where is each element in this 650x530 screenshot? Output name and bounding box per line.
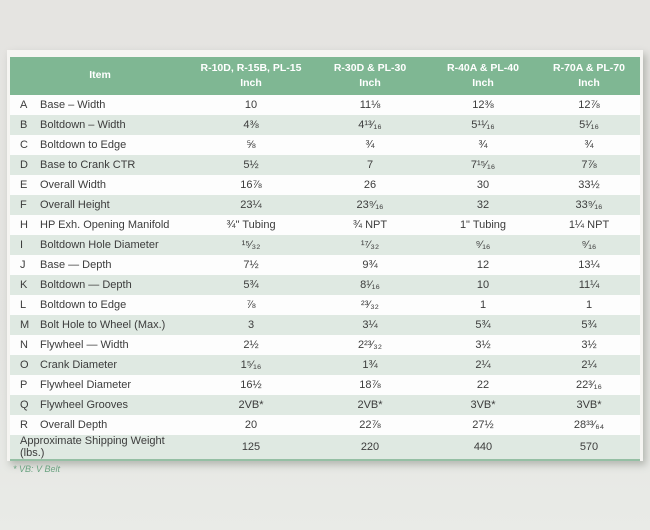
row-item-label: Overall Depth bbox=[40, 415, 190, 435]
cell-value: 13¼ bbox=[538, 255, 640, 275]
cell-value: 7¹⁵⁄₁₆ bbox=[428, 155, 538, 175]
cell-value: 23⁹⁄₁₆ bbox=[312, 195, 428, 215]
cell-value: 18⅞ bbox=[312, 375, 428, 395]
cell-value: 5¹¹⁄₁₆ bbox=[428, 115, 538, 135]
row-letter: N bbox=[10, 335, 40, 355]
row-item-label: Boltdown Hole Diameter bbox=[40, 235, 190, 255]
table-row bbox=[10, 335, 640, 355]
row-item-label: Flywheel — Width bbox=[40, 335, 190, 355]
row-item-label: Base to Crank CTR bbox=[40, 155, 190, 175]
item-header-label: Item bbox=[89, 69, 111, 82]
cell-value: 7⅞ bbox=[538, 155, 640, 175]
table-row bbox=[10, 195, 640, 215]
footnote: * VB: V Belt bbox=[13, 464, 61, 474]
cell-value: 3¼ bbox=[312, 315, 428, 335]
row-item-label: Base – Width bbox=[40, 95, 190, 115]
row-item-label: Bolt Hole to Wheel (Max.) bbox=[40, 315, 190, 335]
cell-value: 4⅜ bbox=[190, 115, 312, 135]
unit-label: Inch bbox=[240, 77, 262, 89]
cell-value: 16⅞ bbox=[190, 175, 312, 195]
cell-value: 12⅞ bbox=[538, 95, 640, 115]
header-row bbox=[10, 57, 640, 95]
cell-value: 12 bbox=[428, 255, 538, 275]
cell-value: 27½ bbox=[428, 415, 538, 435]
cell-value: ⁹⁄₁₆ bbox=[538, 235, 640, 255]
cell-value: 16½ bbox=[190, 375, 312, 395]
cell-value: 1 bbox=[428, 295, 538, 315]
spec-table bbox=[10, 57, 640, 461]
cell-value: ¹⁵⁄₃₂ bbox=[190, 235, 312, 255]
cell-value: 11¼ bbox=[538, 275, 640, 295]
table-row bbox=[10, 375, 640, 395]
cell-value: 2½ bbox=[190, 335, 312, 355]
cell-value: 220 bbox=[312, 435, 428, 460]
column-header-model-4 bbox=[538, 57, 640, 95]
unit-label: Inch bbox=[472, 77, 494, 89]
row-letter: E bbox=[10, 175, 40, 195]
cell-value: 3VB* bbox=[538, 395, 640, 415]
table-row bbox=[10, 235, 640, 255]
row-item-label: HP Exh. Opening Manifold bbox=[40, 215, 190, 235]
cell-value: 26 bbox=[312, 175, 428, 195]
cell-value: 2VB* bbox=[190, 395, 312, 415]
cell-value: 22⅞ bbox=[312, 415, 428, 435]
spec-table-card bbox=[7, 50, 643, 461]
cell-value: 2VB* bbox=[312, 395, 428, 415]
shipping-weight-label: Approximate Shipping Weight (lbs.) bbox=[10, 435, 190, 460]
row-letter: J bbox=[10, 255, 40, 275]
cell-value: 3 bbox=[190, 315, 312, 335]
table-row bbox=[10, 95, 640, 115]
row-item-label: Base — Depth bbox=[40, 255, 190, 275]
model-names: R-70A & PL-70 bbox=[553, 61, 625, 74]
cell-value: 12⅜ bbox=[428, 95, 538, 115]
cell-value: 33½ bbox=[538, 175, 640, 195]
table-row bbox=[10, 175, 640, 195]
row-letter: I bbox=[10, 235, 40, 255]
row-letter: F bbox=[10, 195, 40, 215]
row-item-label: Crank Diameter bbox=[40, 355, 190, 375]
cell-value: 570 bbox=[538, 435, 640, 460]
cell-value: 10 bbox=[428, 275, 538, 295]
cell-value: 20 bbox=[190, 415, 312, 435]
cell-value: 33⁹⁄₁₆ bbox=[538, 195, 640, 215]
cell-value: ⁹⁄₁₆ bbox=[428, 235, 538, 255]
cell-value: 1⁵⁄₁₆ bbox=[190, 355, 312, 375]
table-row bbox=[10, 115, 640, 135]
cell-value: 11⅛ bbox=[312, 95, 428, 115]
cell-value: 1 bbox=[538, 295, 640, 315]
cell-value: 30 bbox=[428, 175, 538, 195]
row-item-label: Flywheel Diameter bbox=[40, 375, 190, 395]
row-letter: M bbox=[10, 315, 40, 335]
row-item-label: Boltdown to Edge bbox=[40, 295, 190, 315]
row-letter: O bbox=[10, 355, 40, 375]
row-letter: P bbox=[10, 375, 40, 395]
table-row bbox=[10, 295, 640, 315]
cell-value: 2²³⁄₃₂ bbox=[312, 335, 428, 355]
table-row bbox=[10, 135, 640, 155]
cell-value: 125 bbox=[190, 435, 312, 460]
column-header-model-2 bbox=[312, 57, 428, 95]
table-row bbox=[10, 395, 640, 415]
cell-value: ¾ bbox=[428, 135, 538, 155]
cell-value: 2¼ bbox=[538, 355, 640, 375]
column-header-model-3 bbox=[428, 57, 538, 95]
row-item-label: Overall Width bbox=[40, 175, 190, 195]
cell-value: 2¼ bbox=[428, 355, 538, 375]
cell-value: 5¾ bbox=[428, 315, 538, 335]
table-row bbox=[10, 315, 640, 335]
row-letter: C bbox=[10, 135, 40, 155]
cell-value: 5¹⁄₁₆ bbox=[538, 115, 640, 135]
cell-value: 7 bbox=[312, 155, 428, 175]
row-item-label: Boltdown to Edge bbox=[40, 135, 190, 155]
row-item-label: Overall Height bbox=[40, 195, 190, 215]
cell-value: 22 bbox=[428, 375, 538, 395]
cell-value: 28³³⁄₆₄ bbox=[538, 415, 640, 435]
row-letter: B bbox=[10, 115, 40, 135]
cell-value: 22³⁄₁₆ bbox=[538, 375, 640, 395]
cell-value: 10 bbox=[190, 95, 312, 115]
row-letter: Q bbox=[10, 395, 40, 415]
unit-label: Inch bbox=[359, 77, 381, 89]
cell-value: 5¾ bbox=[538, 315, 640, 335]
row-letter: A bbox=[10, 95, 40, 115]
cell-value: 4¹³⁄₁₆ bbox=[312, 115, 428, 135]
cell-value: 1" Tubing bbox=[428, 215, 538, 235]
cell-value: 8¹⁄₁₆ bbox=[312, 275, 428, 295]
cell-value: ²³⁄₃₂ bbox=[312, 295, 428, 315]
model-names: R-30D & PL-30 bbox=[333, 61, 407, 74]
row-letter: K bbox=[10, 275, 40, 295]
table-row bbox=[10, 275, 640, 295]
row-item-label: Boltdown — Depth bbox=[40, 275, 190, 295]
cell-value: 3½ bbox=[538, 335, 640, 355]
row-letter: L bbox=[10, 295, 40, 315]
cell-value: ¾ NPT bbox=[312, 215, 428, 235]
row-letter: D bbox=[10, 155, 40, 175]
cell-value: 5½ bbox=[190, 155, 312, 175]
cell-value: 32 bbox=[428, 195, 538, 215]
cell-value: ⅞ bbox=[190, 295, 312, 315]
cell-value: ¾" Tubing bbox=[190, 215, 312, 235]
table-row bbox=[10, 255, 640, 275]
row-item-label: Flywheel Grooves bbox=[40, 395, 190, 415]
cell-value: 23¼ bbox=[190, 195, 312, 215]
row-letter: R bbox=[10, 415, 40, 435]
cell-value: ¾ bbox=[312, 135, 428, 155]
cell-value: 3VB* bbox=[428, 395, 538, 415]
cell-value: 5¾ bbox=[190, 275, 312, 295]
row-item-label: Boltdown – Width bbox=[40, 115, 190, 135]
model-names: R-10D, R-15B, PL-15 bbox=[200, 61, 302, 74]
cell-value: 3½ bbox=[428, 335, 538, 355]
table-row bbox=[10, 155, 640, 175]
row-letter: H bbox=[10, 215, 40, 235]
table-row bbox=[10, 415, 640, 435]
shipping-weight-row bbox=[10, 435, 640, 460]
unit-label: Inch bbox=[578, 77, 600, 89]
cell-value: 7½ bbox=[190, 255, 312, 275]
table-row bbox=[10, 215, 640, 235]
column-header-model-1 bbox=[190, 57, 312, 95]
cell-value: 1¾ bbox=[312, 355, 428, 375]
column-header-item bbox=[10, 57, 190, 95]
table-row bbox=[10, 355, 640, 375]
cell-value: 9¾ bbox=[312, 255, 428, 275]
cell-value: ¹⁷⁄₃₂ bbox=[312, 235, 428, 255]
cell-value: 440 bbox=[428, 435, 538, 460]
model-names: R-40A & PL-40 bbox=[447, 61, 519, 74]
cell-value: ⅝ bbox=[190, 135, 312, 155]
cell-value: 1¼ NPT bbox=[538, 215, 640, 235]
cell-value: ¾ bbox=[538, 135, 640, 155]
